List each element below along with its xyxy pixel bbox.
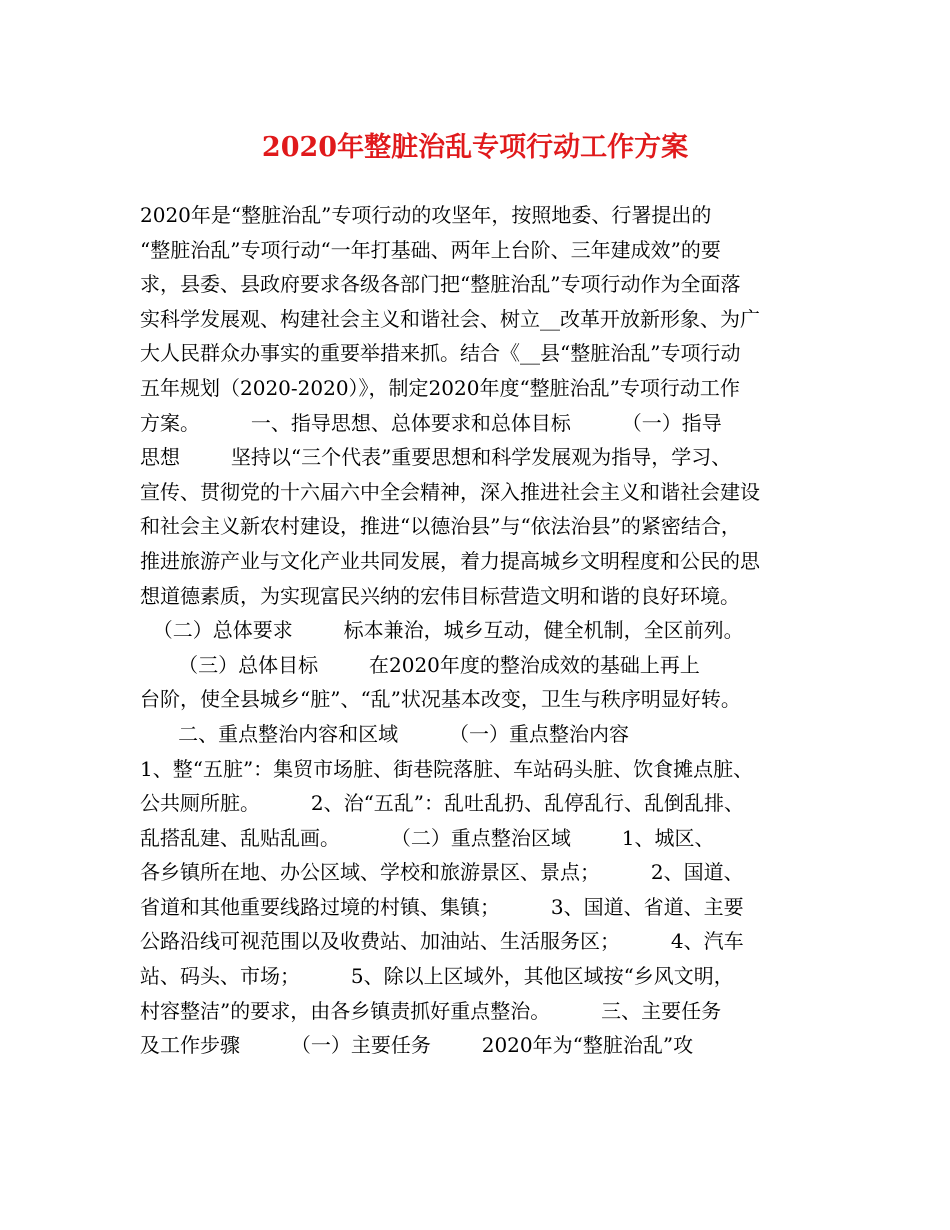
body-line: 方案。 一、指导思想、总体要求和总体目标 （一）指导 [140, 410, 722, 435]
body-line: 求，县委、县政府要求各级各部门把“整脏治乱”专项行动作为全面落 [140, 272, 741, 297]
body-line: 省道和其他重要线路过境的村镇、集镇； 3、国道、省道、主要 [140, 894, 744, 919]
document-body [140, 198, 820, 1063]
body-line: 1、整“五脏”：集贸市场脏、街巷院落脏、车站码头脏、饮食摊点脏、 [140, 756, 754, 781]
body-line: 村容整洁”的要求，由各乡镇责抓好重点整治。 三、主要任务 [140, 998, 722, 1023]
body-line: 台阶，使全县城乡“脏”、“乱”状况基本改变，卫生与秩序明显好转。 [140, 687, 741, 712]
body-line: 宣传、贯彻党的十六届六中全会精神，深入推进社会主义和谐社会建设 [140, 479, 760, 504]
body-line: （二）总体要求 标本兼治，城乡互动，健全机制，全区前列。 [140, 618, 744, 643]
body-line: 想道德素质，为实现富民兴纳的宏伟目标营造文明和谐的良好环境。 [140, 583, 740, 608]
body-line: 公路沿线可视范围以及收费站、加油站、生活服务区； 4、汽车 [140, 929, 744, 954]
body-line: 和社会主义新农村建设，推进“以德治县”与“依法治县”的紧密结合， [140, 514, 741, 539]
body-line: 乱搭乱建、乱贴乱画。 （二）重点整治区域 1、城区、 [140, 825, 715, 850]
body-line: （三）总体目标 在2020年度的整治成效的基础上再上 [140, 652, 700, 677]
body-line: 大人民群众办事实的重要举措来抓。结合《__县“整脏治乱”专项行动 [140, 341, 741, 366]
body-line: 二、重点整治内容和区域 （一）重点整治内容 [140, 721, 630, 746]
body-line: 各乡镇所在地、办公区域、学校和旅游景区、景点； 2、国道、 [140, 860, 744, 885]
document-title: 2020年整脏治乱专项行动工作方案 [261, 132, 689, 163]
body-line: 实科学发展观、构建社会主义和谐社会、树立__改革开放新形象、为广 [140, 306, 760, 331]
body-line: 思想 坚持以“三个代表”重要思想和科学发展观为指导，学习、 [140, 445, 732, 470]
body-line: 站、码头、市场； 5、除以上区域外，其他区域按“乡风文明， [140, 964, 734, 989]
body-line: 推进旅游产业与文化产业共同发展，着力提高城乡文明程度和公民的思 [140, 548, 760, 573]
body-line: “整脏治乱”专项行动“一年打基础、两年上台阶、三年建成效”的要 [140, 237, 721, 262]
body-line: 2020年是“整脏治乱”专项行动的攻坚年，按照地委、行署提出的 [140, 203, 712, 227]
body-line: 五年规划（2020-2020）》，制定2020年度“整脏治乱”专项行动工作 [140, 375, 740, 400]
body-line: 公共厕所脏。 2、治“五乱”：乱吐乱扔、乱停乱行、乱倒乱排、 [140, 791, 745, 816]
body-line: 及工作步骤 （一）主要任务 2020年为“整脏治乱”攻 [140, 1033, 694, 1058]
